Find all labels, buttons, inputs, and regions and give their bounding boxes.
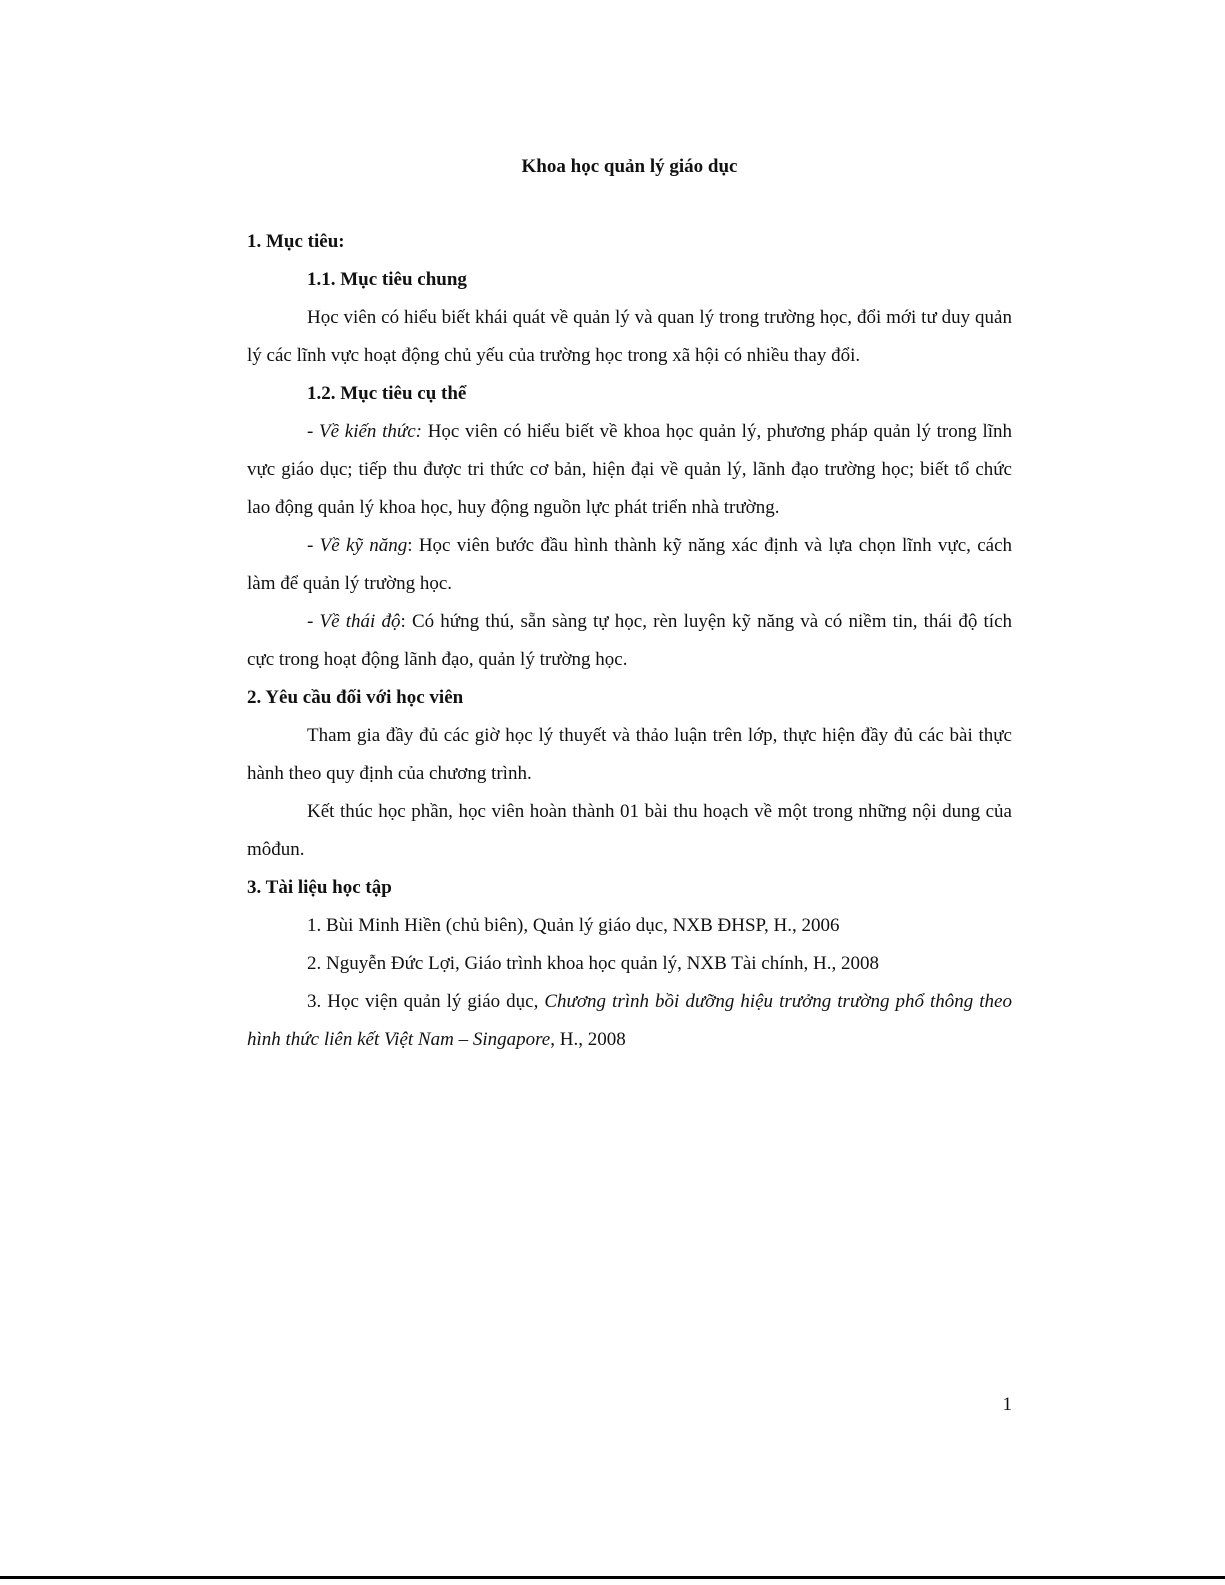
attitude-paragraph: [247, 603, 1012, 679]
skills-text: : Học viên bước đầu hình thành kỹ năng xác định và lựa chọn lĩnh vực, cách làm để quản lý trường học.: [247, 535, 1013, 594]
reference-3-title: Chương trình bồi dưỡng hiệu trưởng trường phổ thông theo hình thức liên kết Việt Nam – Singapore: [247, 991, 1012, 1050]
section-1-1-paragraph: Học viên có hiểu biết khái quát về quản lý và quan lý trong trường học, đổi mới tư duy quản lý các lĩnh vực hoạt động chủ yếu của trường học trong xã hội có nhiều thay đổi.: [247, 307, 1012, 366]
attitude-dash: -: [307, 611, 320, 632]
reference-3-suffix: , H., 2008: [550, 1029, 626, 1050]
page-number: 1: [1002, 1394, 1012, 1415]
knowledge-text: Học viên có hiểu biết về khoa học quản lý, phương pháp quản lý trong lĩnh vực giáo dục; tiếp thu được tri thức cơ bản, hiện đại về quản lý, lãnh đạo trường học; biết tổ chức lao động quản lý khoa học, huy động nguồn lực phát triển nhà trường.: [247, 421, 1013, 518]
reference-3: [247, 983, 1012, 1059]
page-bottom-border: [0, 1576, 1225, 1579]
reference-3-prefix: 3. Học viện quản lý giáo dục,: [307, 991, 545, 1012]
section-2-paragraph-1: Tham gia đầy đủ các giờ học lý thuyết và thảo luận trên lớp, thực hiện đầy đủ các bài thực hành theo quy định của chương trình.: [247, 725, 1012, 784]
skills-paragraph: [247, 527, 1012, 603]
skills-label: Về kỹ năng: [319, 535, 408, 556]
knowledge-label: Về kiến thức:: [319, 421, 423, 442]
knowledge-paragraph: [247, 413, 1012, 527]
document-title: Khoa học quản lý giáo dục: [521, 156, 738, 177]
section-1-heading: 1. Mục tiêu:: [247, 231, 345, 252]
attitude-label: Về thái độ: [319, 611, 401, 632]
section-1-1-heading: 1.1. Mục tiêu chung: [307, 269, 467, 290]
section-2-paragraph-2: Kết thúc học phần, học viên hoàn thành 01 bài thu hoạch về một trong những nội dung của môđun.: [247, 801, 1012, 860]
section-2-heading: 2. Yêu cầu đối với học viên: [247, 687, 464, 708]
reference-2: 2. Nguyễn Đức Lợi, Giáo trình khoa học quản lý, NXB Tài chính, H., 2008: [307, 953, 879, 974]
attitude-text: : Có hứng thú, sẵn sàng tự học, rèn luyện kỹ năng và có niềm tin, thái độ tích cực trong hoạt động lãnh đạo, quản lý trường học.: [247, 611, 1012, 670]
reference-1: 1. Bùi Minh Hiền (chủ biên), Quản lý giáo dục, NXB ĐHSP, H., 2006: [307, 915, 840, 936]
section-3-heading: 3. Tài liệu học tập: [247, 877, 392, 898]
skills-dash: -: [307, 535, 320, 556]
knowledge-dash: -: [307, 421, 320, 442]
section-1-2-heading: 1.2. Mục tiêu cụ thể: [307, 383, 467, 404]
document-body: [247, 148, 1012, 1059]
